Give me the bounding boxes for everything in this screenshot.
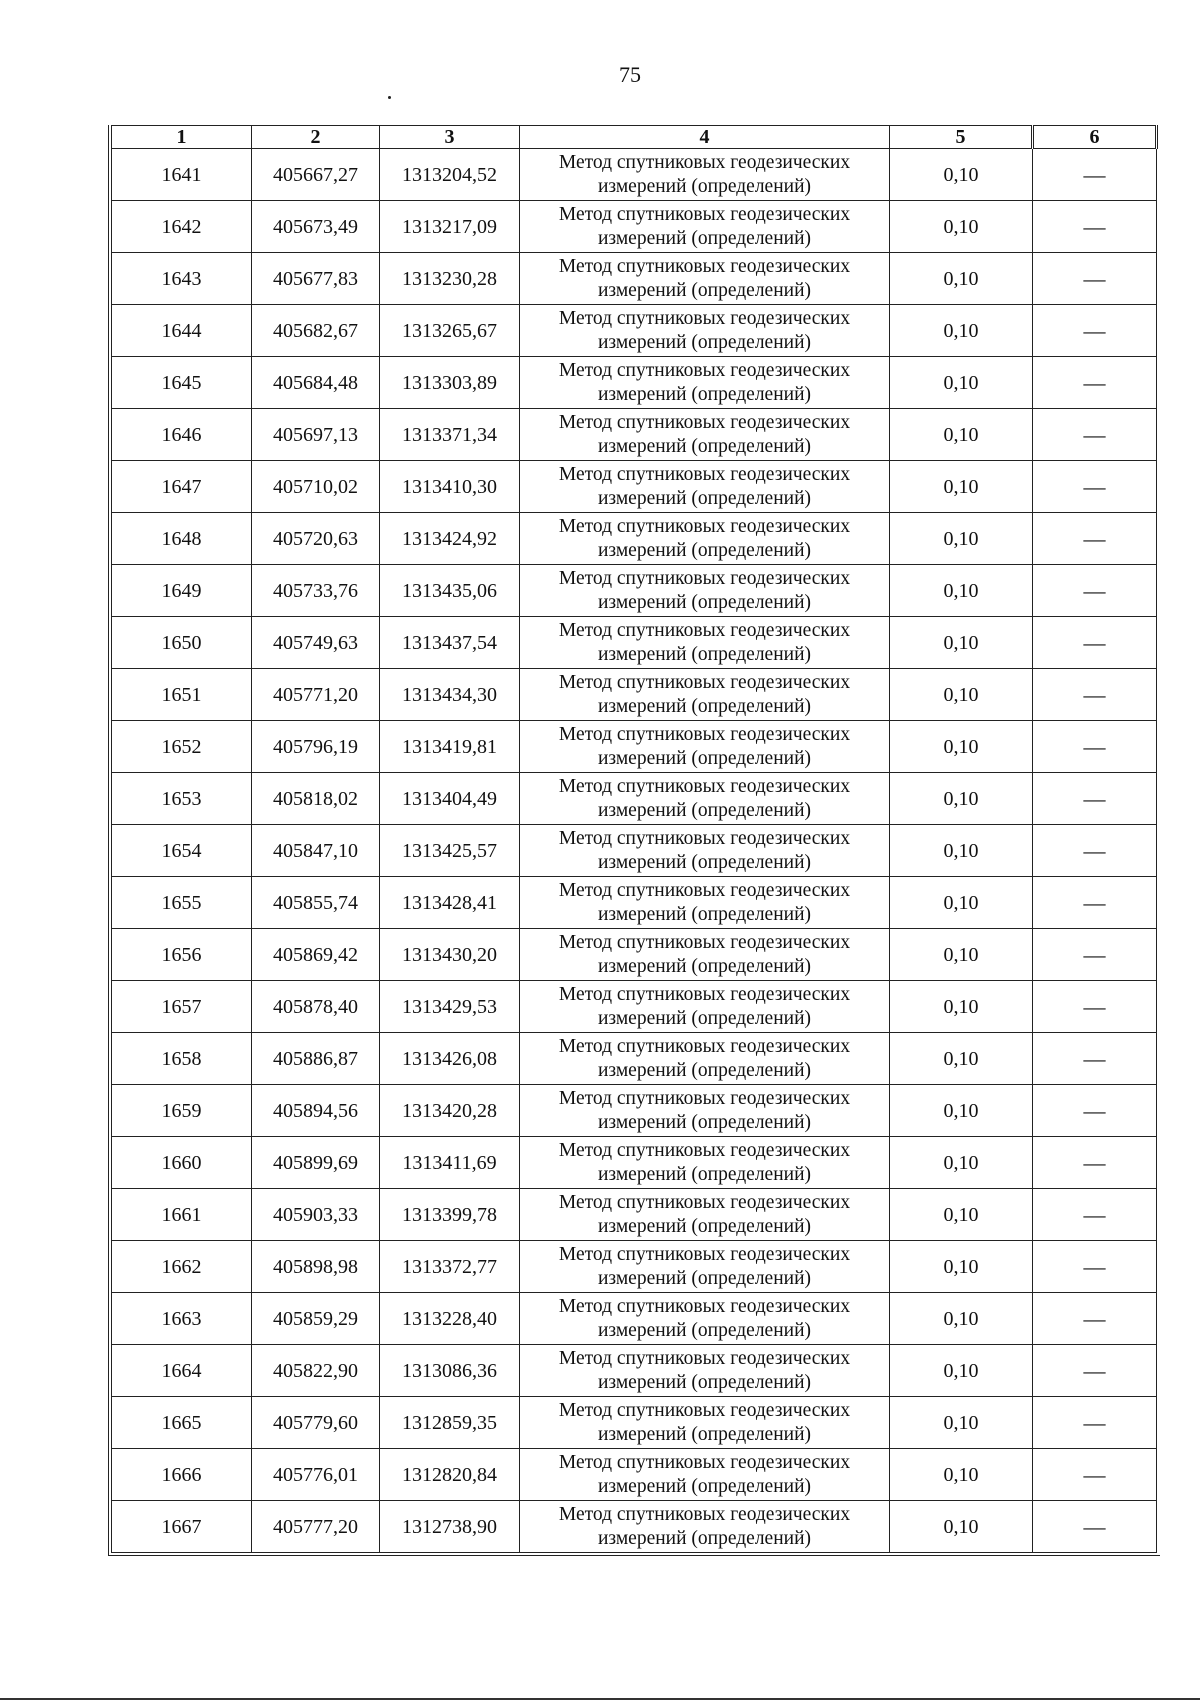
method-line-1: Метод спутниковых геодезических xyxy=(558,1347,851,1369)
cell-note: — xyxy=(1033,929,1157,981)
cell-coordinate-x: 405899,69 xyxy=(252,1137,380,1189)
cell-note: — xyxy=(1033,1449,1157,1501)
table-row xyxy=(112,409,1157,461)
method-line-2: измерений (определений) xyxy=(597,175,812,197)
cell-coordinate-x: 405720,63 xyxy=(252,513,380,565)
table-row xyxy=(112,877,1157,929)
cell-note: — xyxy=(1033,617,1157,669)
cell-accuracy: 0,10 xyxy=(890,825,1033,877)
method-line-1: Метод спутниковых геодезических xyxy=(558,567,851,589)
table-body xyxy=(112,126,1157,1553)
cell-coordinate-x: 405818,02 xyxy=(252,773,380,825)
cell-method xyxy=(520,1189,890,1241)
method-line-2: измерений (определений) xyxy=(597,1319,812,1341)
method-line-2: измерений (определений) xyxy=(597,1007,812,1029)
cell-note: — xyxy=(1033,149,1157,201)
cell-coordinate-y: 1313303,89 xyxy=(380,357,520,409)
method-line-1: Метод спутниковых геодезических xyxy=(558,151,851,173)
coordinates-table xyxy=(111,125,1158,1553)
cell-coordinate-x: 405733,76 xyxy=(252,565,380,617)
cell-point-number: 1651 xyxy=(112,669,252,721)
coordinates-table-frame xyxy=(108,125,1160,1556)
cell-point-number: 1661 xyxy=(112,1189,252,1241)
method-line-1: Метод спутниковых геодезических xyxy=(558,931,851,953)
cell-coordinate-y: 1313424,92 xyxy=(380,513,520,565)
cell-point-number: 1643 xyxy=(112,253,252,305)
cell-method xyxy=(520,669,890,721)
cell-coordinate-y: 1313430,20 xyxy=(380,929,520,981)
cell-coordinate-y: 1313429,53 xyxy=(380,981,520,1033)
table-row xyxy=(112,253,1157,305)
cell-point-number: 1649 xyxy=(112,565,252,617)
cell-method xyxy=(520,617,890,669)
cell-method xyxy=(520,461,890,513)
cell-point-number: 1647 xyxy=(112,461,252,513)
cell-coordinate-y: 1313419,81 xyxy=(380,721,520,773)
header-col-1: 1 xyxy=(112,126,252,149)
cell-accuracy: 0,10 xyxy=(890,305,1033,357)
cell-accuracy: 0,10 xyxy=(890,461,1033,513)
table-row xyxy=(112,461,1157,513)
method-line-1: Метод спутниковых геодезических xyxy=(558,203,851,225)
method-line-2: измерений (определений) xyxy=(597,1267,812,1289)
method-line-2: измерений (определений) xyxy=(597,1423,812,1445)
cell-method xyxy=(520,1137,890,1189)
cell-method xyxy=(520,773,890,825)
cell-coordinate-x: 405886,87 xyxy=(252,1033,380,1085)
cell-note: — xyxy=(1033,669,1157,721)
cell-accuracy: 0,10 xyxy=(890,721,1033,773)
cell-method xyxy=(520,1449,890,1501)
cell-point-number: 1650 xyxy=(112,617,252,669)
method-line-1: Метод спутниковых геодезических xyxy=(558,723,851,745)
table-row xyxy=(112,357,1157,409)
method-line-2: измерений (определений) xyxy=(597,1111,812,1133)
cell-coordinate-x: 405903,33 xyxy=(252,1189,380,1241)
cell-coordinate-x: 405894,56 xyxy=(252,1085,380,1137)
cell-accuracy: 0,10 xyxy=(890,877,1033,929)
cell-accuracy: 0,10 xyxy=(890,357,1033,409)
method-line-1: Метод спутниковых геодезических xyxy=(558,463,851,485)
header-col-6: 6 xyxy=(1033,126,1157,149)
cell-point-number: 1653 xyxy=(112,773,252,825)
method-line-2: измерений (определений) xyxy=(597,1215,812,1237)
cell-note: — xyxy=(1033,721,1157,773)
cell-point-number: 1664 xyxy=(112,1345,252,1397)
cell-method xyxy=(520,1241,890,1293)
cell-coordinate-x: 405710,02 xyxy=(252,461,380,513)
cell-note: — xyxy=(1033,565,1157,617)
cell-method xyxy=(520,513,890,565)
cell-coordinate-x: 405697,13 xyxy=(252,409,380,461)
method-line-1: Метод спутниковых геодезических xyxy=(558,1243,851,1265)
scan-dot xyxy=(388,96,391,99)
cell-method xyxy=(520,877,890,929)
cell-coordinate-x: 405855,74 xyxy=(252,877,380,929)
header-col-5: 5 xyxy=(890,126,1033,149)
cell-accuracy: 0,10 xyxy=(890,773,1033,825)
cell-point-number: 1654 xyxy=(112,825,252,877)
cell-point-number: 1663 xyxy=(112,1293,252,1345)
cell-coordinate-x: 405779,60 xyxy=(252,1397,380,1449)
cell-coordinate-x: 405749,63 xyxy=(252,617,380,669)
table-row xyxy=(112,1189,1157,1241)
header-col-3: 3 xyxy=(380,126,520,149)
method-line-2: измерений (определений) xyxy=(597,851,812,873)
cell-method xyxy=(520,1033,890,1085)
cell-accuracy: 0,10 xyxy=(890,1033,1033,1085)
method-line-1: Метод спутниковых геодезических xyxy=(558,1503,851,1525)
method-line-1: Метод спутниковых геодезических xyxy=(558,671,851,693)
method-line-2: измерений (определений) xyxy=(597,1475,812,1497)
method-line-1: Метод спутниковых геодезических xyxy=(558,1035,851,1057)
cell-note: — xyxy=(1033,305,1157,357)
method-line-1: Метод спутниковых геодезических xyxy=(558,1139,851,1161)
cell-point-number: 1667 xyxy=(112,1501,252,1553)
cell-method xyxy=(520,825,890,877)
cell-coordinate-y: 1313437,54 xyxy=(380,617,520,669)
cell-accuracy: 0,10 xyxy=(890,617,1033,669)
table-row xyxy=(112,1293,1157,1345)
cell-coordinate-y: 1313434,30 xyxy=(380,669,520,721)
table-row xyxy=(112,201,1157,253)
table-row xyxy=(112,929,1157,981)
cell-accuracy: 0,10 xyxy=(890,1241,1033,1293)
cell-method xyxy=(520,1501,890,1553)
table-row xyxy=(112,1345,1157,1397)
method-line-1: Метод спутниковых геодезических xyxy=(558,411,851,433)
cell-coordinate-x: 405859,29 xyxy=(252,1293,380,1345)
cell-note: — xyxy=(1033,201,1157,253)
method-line-2: измерений (определений) xyxy=(597,331,812,353)
cell-note: — xyxy=(1033,877,1157,929)
cell-note: — xyxy=(1033,1241,1157,1293)
cell-coordinate-x: 405771,20 xyxy=(252,669,380,721)
cell-coordinate-x: 405684,48 xyxy=(252,357,380,409)
cell-method xyxy=(520,357,890,409)
cell-point-number: 1655 xyxy=(112,877,252,929)
cell-point-number: 1662 xyxy=(112,1241,252,1293)
cell-coordinate-x: 405677,83 xyxy=(252,253,380,305)
cell-coordinate-y: 1313435,06 xyxy=(380,565,520,617)
method-line-1: Метод спутниковых геодезических xyxy=(558,619,851,641)
method-line-1: Метод спутниковых геодезических xyxy=(558,1191,851,1213)
cell-coordinate-y: 1313411,69 xyxy=(380,1137,520,1189)
cell-method xyxy=(520,929,890,981)
cell-point-number: 1644 xyxy=(112,305,252,357)
method-line-2: измерений (определений) xyxy=(597,279,812,301)
table-row xyxy=(112,721,1157,773)
cell-note: — xyxy=(1033,1345,1157,1397)
cell-point-number: 1642 xyxy=(112,201,252,253)
cell-method xyxy=(520,721,890,773)
method-line-2: измерений (определений) xyxy=(597,747,812,769)
method-line-2: измерений (определений) xyxy=(597,1059,812,1081)
cell-coordinate-x: 405776,01 xyxy=(252,1449,380,1501)
cell-accuracy: 0,10 xyxy=(890,149,1033,201)
cell-coordinate-y: 1313420,28 xyxy=(380,1085,520,1137)
table-row xyxy=(112,617,1157,669)
cell-note: — xyxy=(1033,773,1157,825)
cell-coordinate-y: 1313425,57 xyxy=(380,825,520,877)
cell-point-number: 1648 xyxy=(112,513,252,565)
table-row xyxy=(112,513,1157,565)
method-line-1: Метод спутниковых геодезических xyxy=(558,827,851,849)
method-line-1: Метод спутниковых геодезических xyxy=(558,1451,851,1473)
table-row xyxy=(112,1501,1157,1553)
cell-method xyxy=(520,305,890,357)
cell-accuracy: 0,10 xyxy=(890,1137,1033,1189)
method-line-2: измерений (определений) xyxy=(597,435,812,457)
header-col-2: 2 xyxy=(252,126,380,149)
method-line-1: Метод спутниковых геодезических xyxy=(558,983,851,1005)
cell-point-number: 1641 xyxy=(112,149,252,201)
cell-accuracy: 0,10 xyxy=(890,929,1033,981)
cell-coordinate-y: 1313265,67 xyxy=(380,305,520,357)
cell-coordinate-y: 1313204,52 xyxy=(380,149,520,201)
cell-point-number: 1658 xyxy=(112,1033,252,1085)
cell-method xyxy=(520,409,890,461)
cell-coordinate-x: 405822,90 xyxy=(252,1345,380,1397)
cell-point-number: 1645 xyxy=(112,357,252,409)
cell-accuracy: 0,10 xyxy=(890,669,1033,721)
cell-accuracy: 0,10 xyxy=(890,1085,1033,1137)
cell-coordinate-y: 1313399,78 xyxy=(380,1189,520,1241)
method-line-1: Метод спутниковых геодезических xyxy=(558,359,851,381)
cell-point-number: 1656 xyxy=(112,929,252,981)
table-row xyxy=(112,1397,1157,1449)
cell-method xyxy=(520,1293,890,1345)
cell-note: — xyxy=(1033,1085,1157,1137)
method-line-1: Метод спутниковых геодезических xyxy=(558,1087,851,1109)
method-line-2: измерений (определений) xyxy=(597,539,812,561)
cell-note: — xyxy=(1033,253,1157,305)
cell-coordinate-y: 1313428,41 xyxy=(380,877,520,929)
cell-method xyxy=(520,1397,890,1449)
cell-coordinate-y: 1313404,49 xyxy=(380,773,520,825)
cell-method xyxy=(520,981,890,1033)
cell-accuracy: 0,10 xyxy=(890,981,1033,1033)
table-row xyxy=(112,981,1157,1033)
cell-coordinate-x: 405673,49 xyxy=(252,201,380,253)
cell-coordinate-x: 405667,27 xyxy=(252,149,380,201)
method-line-2: измерений (определений) xyxy=(597,227,812,249)
cell-coordinate-x: 405878,40 xyxy=(252,981,380,1033)
method-line-2: измерений (определений) xyxy=(597,383,812,405)
cell-coordinate-y: 1312820,84 xyxy=(380,1449,520,1501)
cell-note: — xyxy=(1033,513,1157,565)
table-row xyxy=(112,149,1157,201)
method-line-2: измерений (определений) xyxy=(597,643,812,665)
cell-note: — xyxy=(1033,1137,1157,1189)
table-row xyxy=(112,825,1157,877)
cell-accuracy: 0,10 xyxy=(890,1501,1033,1553)
cell-accuracy: 0,10 xyxy=(890,565,1033,617)
cell-accuracy: 0,10 xyxy=(890,409,1033,461)
method-line-1: Метод спутниковых геодезических xyxy=(558,515,851,537)
method-line-1: Метод спутниковых геодезических xyxy=(558,307,851,329)
page-number: 75 xyxy=(619,62,641,87)
cell-method xyxy=(520,149,890,201)
method-line-2: измерений (определений) xyxy=(597,1527,812,1549)
cell-coordinate-y: 1313230,28 xyxy=(380,253,520,305)
method-line-2: измерений (определений) xyxy=(597,799,812,821)
cell-coordinate-x: 405796,19 xyxy=(252,721,380,773)
table-row xyxy=(112,1085,1157,1137)
table-row xyxy=(112,1137,1157,1189)
table-row xyxy=(112,565,1157,617)
cell-note: — xyxy=(1033,357,1157,409)
cell-note: — xyxy=(1033,1189,1157,1241)
cell-coordinate-y: 1313228,40 xyxy=(380,1293,520,1345)
method-line-1: Метод спутниковых геодезических xyxy=(558,1295,851,1317)
cell-coordinate-y: 1313371,34 xyxy=(380,409,520,461)
method-line-1: Метод спутниковых геодезических xyxy=(558,775,851,797)
cell-coordinate-x: 405847,10 xyxy=(252,825,380,877)
cell-coordinate-x: 405682,67 xyxy=(252,305,380,357)
cell-accuracy: 0,10 xyxy=(890,513,1033,565)
cell-coordinate-y: 1312738,90 xyxy=(380,1501,520,1553)
cell-point-number: 1666 xyxy=(112,1449,252,1501)
cell-point-number: 1659 xyxy=(112,1085,252,1137)
cell-note: — xyxy=(1033,1501,1157,1553)
cell-accuracy: 0,10 xyxy=(890,201,1033,253)
method-line-2: измерений (определений) xyxy=(597,903,812,925)
cell-point-number: 1660 xyxy=(112,1137,252,1189)
cell-coordinate-y: 1312859,35 xyxy=(380,1397,520,1449)
method-line-2: измерений (определений) xyxy=(597,1371,812,1393)
cell-accuracy: 0,10 xyxy=(890,1293,1033,1345)
method-line-2: измерений (определений) xyxy=(597,487,812,509)
cell-accuracy: 0,10 xyxy=(890,1189,1033,1241)
method-line-1: Метод спутниковых геодезических xyxy=(558,255,851,277)
cell-coordinate-y: 1313217,09 xyxy=(380,201,520,253)
method-line-2: измерений (определений) xyxy=(597,695,812,717)
cell-note: — xyxy=(1033,461,1157,513)
table-row xyxy=(112,773,1157,825)
cell-coordinate-y: 1313086,36 xyxy=(380,1345,520,1397)
cell-accuracy: 0,10 xyxy=(890,1345,1033,1397)
method-line-2: измерений (определений) xyxy=(597,591,812,613)
table-row xyxy=(112,1449,1157,1501)
cell-coordinate-x: 405869,42 xyxy=(252,929,380,981)
cell-coordinate-y: 1313372,77 xyxy=(380,1241,520,1293)
table-row xyxy=(112,669,1157,721)
header-col-4: 4 xyxy=(520,126,890,149)
cell-method xyxy=(520,201,890,253)
cell-method xyxy=(520,1345,890,1397)
cell-note: — xyxy=(1033,825,1157,877)
cell-point-number: 1665 xyxy=(112,1397,252,1449)
cell-accuracy: 0,10 xyxy=(890,1397,1033,1449)
cell-point-number: 1646 xyxy=(112,409,252,461)
cell-method xyxy=(520,1085,890,1137)
method-line-1: Метод спутниковых геодезических xyxy=(558,1399,851,1421)
cell-method xyxy=(520,565,890,617)
cell-note: — xyxy=(1033,1293,1157,1345)
cell-coordinate-y: 1313426,08 xyxy=(380,1033,520,1085)
table-row xyxy=(112,1241,1157,1293)
cell-note: — xyxy=(1033,409,1157,461)
cell-coordinate-y: 1313410,30 xyxy=(380,461,520,513)
cell-note: — xyxy=(1033,1033,1157,1085)
cell-accuracy: 0,10 xyxy=(890,1449,1033,1501)
table-row xyxy=(112,1033,1157,1085)
table-header-row xyxy=(112,126,1157,149)
cell-point-number: 1652 xyxy=(112,721,252,773)
cell-note: — xyxy=(1033,981,1157,1033)
cell-point-number: 1657 xyxy=(112,981,252,1033)
cell-coordinate-x: 405898,98 xyxy=(252,1241,380,1293)
scan-bottom-edge xyxy=(0,1698,1200,1700)
cell-accuracy: 0,10 xyxy=(890,253,1033,305)
cell-method xyxy=(520,253,890,305)
table-row xyxy=(112,305,1157,357)
cell-coordinate-x: 405777,20 xyxy=(252,1501,380,1553)
method-line-2: измерений (определений) xyxy=(597,1163,812,1185)
method-line-2: измерений (определений) xyxy=(597,955,812,977)
cell-note: — xyxy=(1033,1397,1157,1449)
method-line-1: Метод спутниковых геодезических xyxy=(558,879,851,901)
